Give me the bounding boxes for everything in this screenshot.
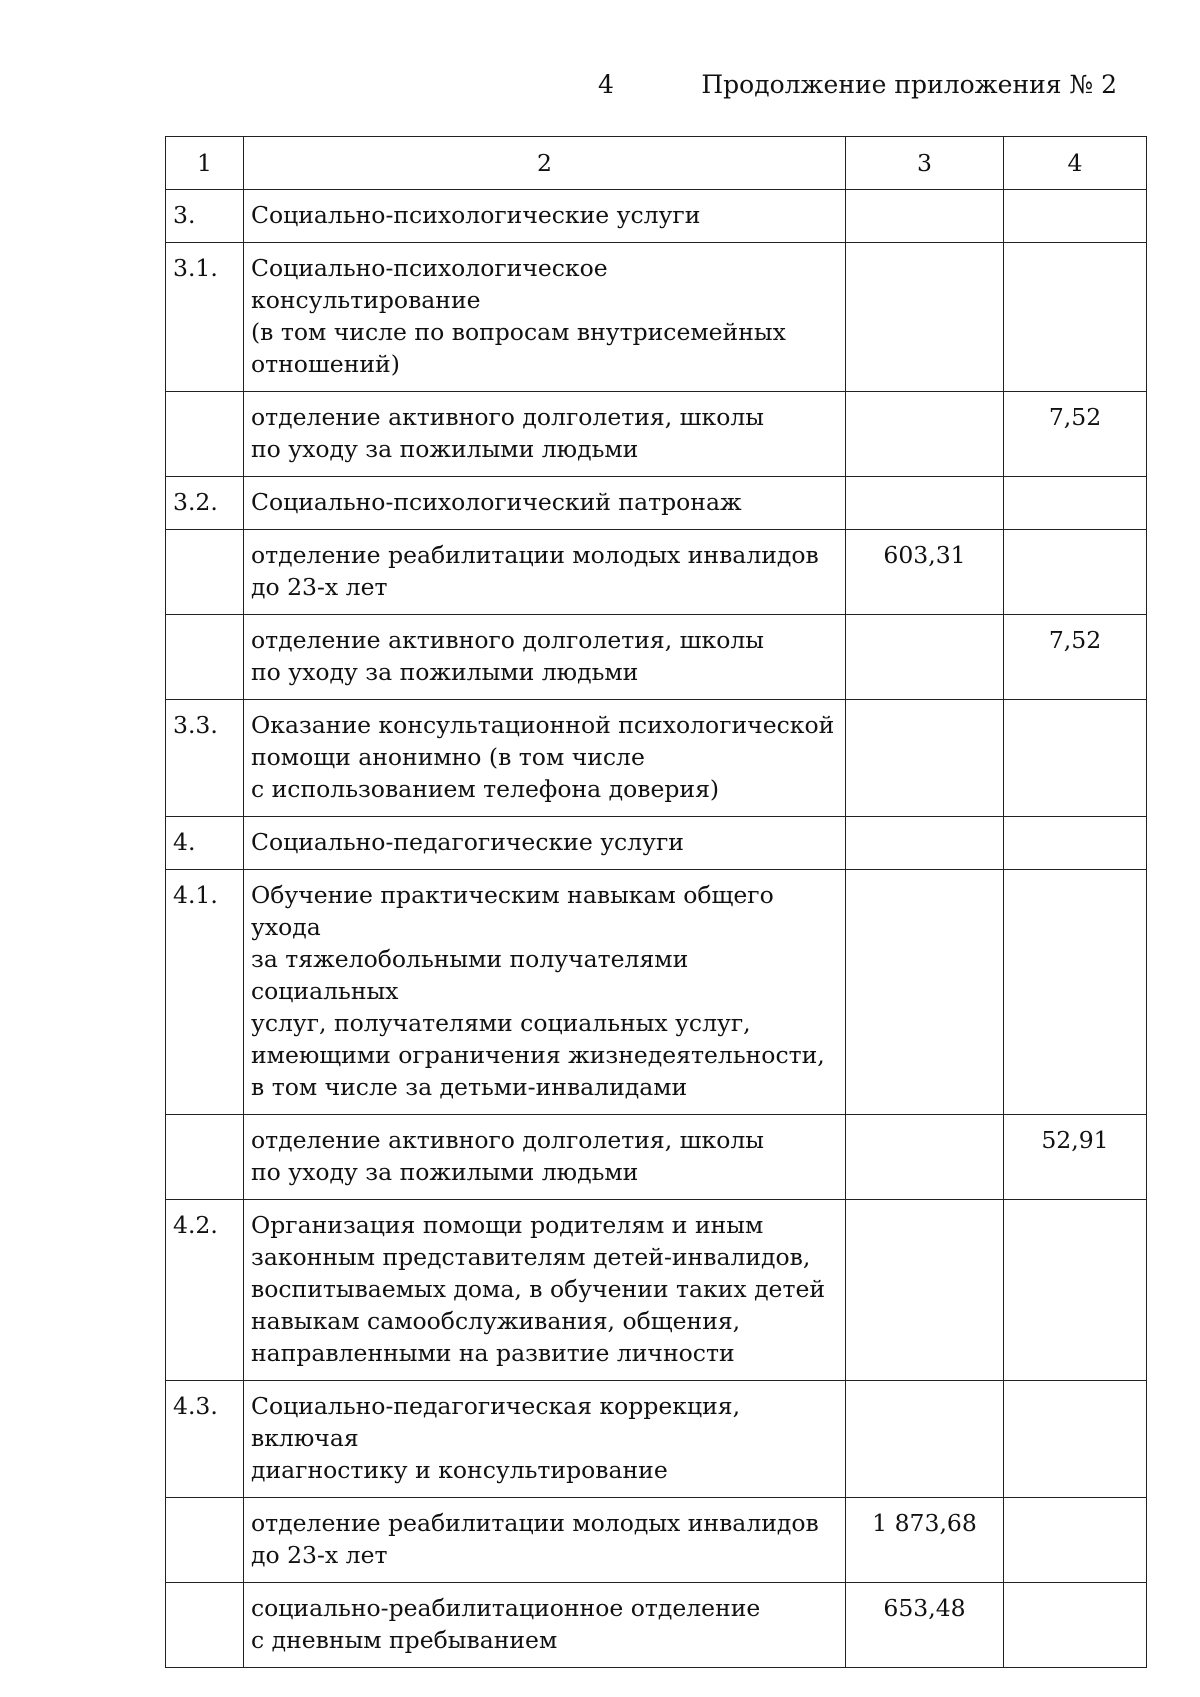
service-description-cell: Социально-педагогические услуги: [244, 817, 846, 870]
column-4-value-cell: [1004, 700, 1147, 817]
column-header: 4: [1004, 137, 1147, 190]
row-number-cell: 4.3.: [166, 1381, 244, 1498]
column-4-value-cell: [1004, 1200, 1147, 1381]
row-number-cell: 3.: [166, 190, 244, 243]
column-4-value-cell: [1004, 477, 1147, 530]
row-number-cell: [166, 1498, 244, 1583]
column-3-value-cell: [846, 615, 1004, 700]
table-row: [166, 1498, 1147, 1583]
column-3-value-cell: [846, 1115, 1004, 1200]
column-3-value-cell: [846, 1381, 1004, 1498]
column-3-value-cell: [846, 700, 1004, 817]
service-description-cell: отделение активного долголетия, школы по уходу за пожилыми людьми: [244, 392, 846, 477]
table-header-row: [166, 137, 1147, 190]
column-4-value-cell: [1004, 190, 1147, 243]
service-description-cell: отделение реабилитации молодых инвалидов до 23-х лет: [244, 530, 846, 615]
row-number-cell: 3.2.: [166, 477, 244, 530]
table-row: [166, 870, 1147, 1115]
table-row: [166, 530, 1147, 615]
column-3-value-cell: [846, 190, 1004, 243]
column-4-value-cell: 52,91: [1004, 1115, 1147, 1200]
column-4-value-cell: 7,52: [1004, 615, 1147, 700]
service-description-cell: Социально-психологический патронаж: [244, 477, 846, 530]
column-header: 2: [244, 137, 846, 190]
column-4-value-cell: [1004, 1583, 1147, 1668]
table-row: [166, 1583, 1147, 1668]
column-4-value-cell: [1004, 530, 1147, 615]
column-3-value-cell: 1 873,68: [846, 1498, 1004, 1583]
column-3-value-cell: [846, 817, 1004, 870]
column-3-value-cell: [846, 243, 1004, 392]
service-description-cell: отделение активного долголетия, школы по уходу за пожилыми людьми: [244, 615, 846, 700]
table-row: [166, 392, 1147, 477]
service-description-cell: Социально-психологические услуги: [244, 190, 846, 243]
table-row: [166, 615, 1147, 700]
row-number-cell: 4.2.: [166, 1200, 244, 1381]
column-4-value-cell: [1004, 1381, 1147, 1498]
row-number-cell: 3.1.: [166, 243, 244, 392]
table-row: [166, 190, 1147, 243]
page-number: 4: [598, 70, 614, 99]
column-3-value-cell: [846, 1200, 1004, 1381]
row-number-cell: [166, 615, 244, 700]
column-header: 1: [166, 137, 244, 190]
row-number-cell: 3.3.: [166, 700, 244, 817]
table-row: [166, 243, 1147, 392]
table-row: [166, 1381, 1147, 1498]
table-body: [166, 137, 1147, 1668]
service-description-cell: Социально-психологическое консультирование (в том числе по вопросам внутрисемейных отношений): [244, 243, 846, 392]
table-row: [166, 477, 1147, 530]
continuation-heading: Продолжение приложения № 2: [701, 70, 1117, 99]
services-table: [165, 136, 1147, 1668]
column-3-value-cell: [846, 392, 1004, 477]
table-row: [166, 817, 1147, 870]
row-number-cell: [166, 392, 244, 477]
row-number-cell: [166, 530, 244, 615]
table-row: [166, 1115, 1147, 1200]
service-description-cell: отделение активного долголетия, школы по уходу за пожилыми людьми: [244, 1115, 846, 1200]
table-row: [166, 700, 1147, 817]
service-description-cell: Оказание консультационной психологической помощи анонимно (в том числе с использованием телефона доверия): [244, 700, 846, 817]
column-4-value-cell: [1004, 1498, 1147, 1583]
row-number-cell: [166, 1583, 244, 1668]
column-3-value-cell: 603,31: [846, 530, 1004, 615]
column-4-value-cell: 7,52: [1004, 392, 1147, 477]
service-description-cell: Организация помощи родителям и иным законным представителям детей-инвалидов, воспитываемых дома, в обучении таких детей навыкам самообслуживания, общения, направленными на развитие личности: [244, 1200, 846, 1381]
service-description-cell: Социально-педагогическая коррекция, включая диагностику и консультирование: [244, 1381, 846, 1498]
row-number-cell: 4.: [166, 817, 244, 870]
column-4-value-cell: [1004, 817, 1147, 870]
column-header: 3: [846, 137, 1004, 190]
service-description-cell: социально-реабилитационное отделение с дневным пребыванием: [244, 1583, 846, 1668]
column-3-value-cell: 653,48: [846, 1583, 1004, 1668]
column-4-value-cell: [1004, 243, 1147, 392]
service-description-cell: отделение реабилитации молодых инвалидов до 23-х лет: [244, 1498, 846, 1583]
service-description-cell: Обучение практическим навыкам общего ухода за тяжелобольными получателями социальных услуг, получателями социальных услуг, имеющими ограничения жизнедеятельности, в том числе за детьми-инвалидами: [244, 870, 846, 1115]
column-3-value-cell: [846, 477, 1004, 530]
column-4-value-cell: [1004, 870, 1147, 1115]
table-row: [166, 1200, 1147, 1381]
column-3-value-cell: [846, 870, 1004, 1115]
row-number-cell: 4.1.: [166, 870, 244, 1115]
row-number-cell: [166, 1115, 244, 1200]
